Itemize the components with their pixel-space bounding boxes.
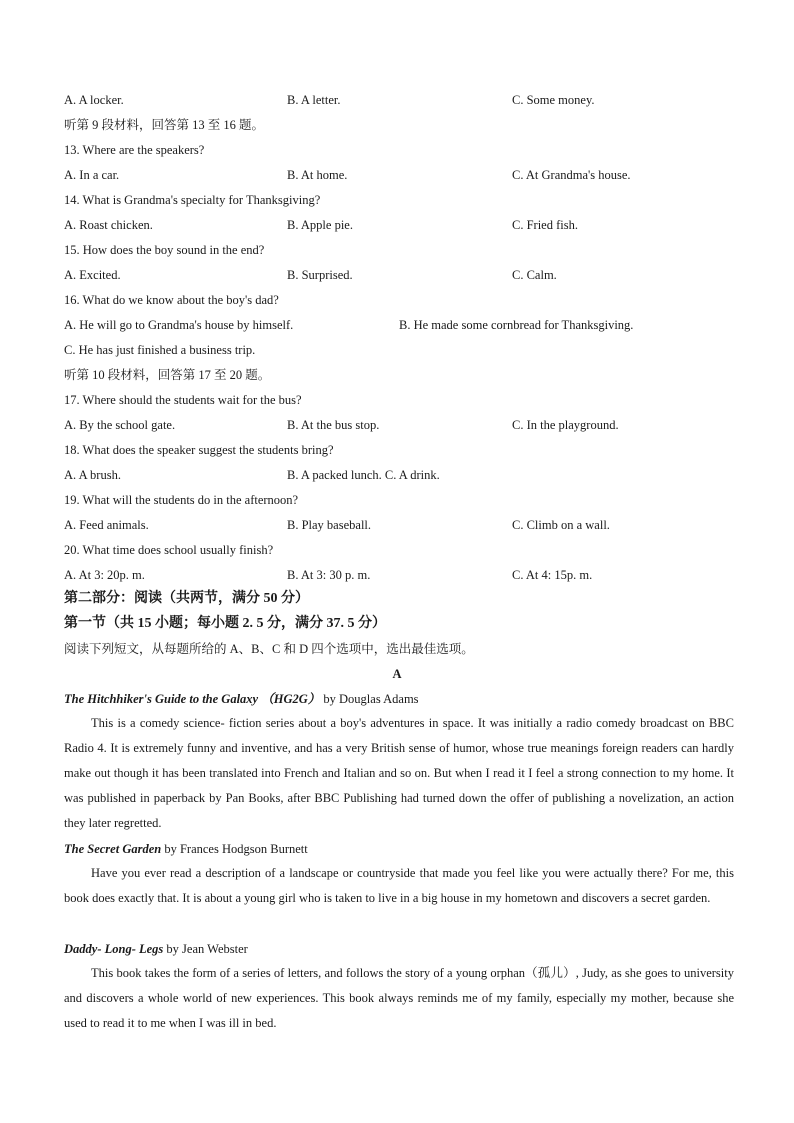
book-2-description <box>64 861 734 911</box>
book-2-text: Have you ever read a description of a landscape or countryside that made you feel like you were actually there? For me, this book does exactly that. It is about a young girl who is taken to live in a big house in my hometown and discovers a secret garden. <box>64 866 734 905</box>
q13-question: 13. Where are the speakers? <box>64 143 205 157</box>
q19-option-b: B. Play baseball. <box>287 518 372 532</box>
q12-option-b: B. A letter. <box>287 93 341 107</box>
book-1-heading <box>64 691 419 707</box>
q15-option-a: A. Excited. <box>64 268 121 282</box>
q16-question: 16. What do we know about the boy's dad? <box>64 293 279 307</box>
q20-option-b: B. At 3: 30 p. m. <box>287 568 371 582</box>
q14-option-b: B. Apple pie. <box>287 218 353 232</box>
q13-option-c: C. At Grandma's house. <box>512 168 631 182</box>
q12-option-a: A. A locker. <box>64 93 124 107</box>
q17-option-c: C. In the playground. <box>512 418 619 432</box>
book-2-heading <box>64 841 308 857</box>
book-1-text: This is a comedy science- fiction series about a boy's adventures in space. It was initially a radio comedy broadcast on BBC Radio 4. It is extremely funny and inventive, and has a very British sense of humor, whose true meanings foreign readers can hardly make out though it has been translated into French and Italian and so on. But when I read it I feel a strong connection to my home. It was published in paperback by Pan Books, after BBC Publishing had turned down the offer of publishing a novelization, an action they later regretted. <box>64 716 734 830</box>
q20-option-c: C. At 4: 15p. m. <box>512 568 593 582</box>
book-3-author: by Jean Webster <box>163 942 248 956</box>
book-1-description <box>64 711 734 836</box>
q14-option-c: C. Fried fish. <box>512 218 578 232</box>
q16-option-b: B. He made some cornbread for Thanksgiving. <box>399 318 634 332</box>
q17-option-b: B. At the bus stop. <box>287 418 380 432</box>
q17-question: 17. Where should the students wait for the bus? <box>64 393 302 407</box>
book-3-heading <box>64 941 248 957</box>
q20-option-a: A. At 3: 20p. m. <box>64 568 145 582</box>
q14-option-a: A. Roast chicken. <box>64 218 153 232</box>
q16-option-c: C. He has just finished a business trip. <box>64 343 256 357</box>
passage-label: A <box>392 667 402 681</box>
q13-option-a: A. In a car. <box>64 168 120 182</box>
q17-option-a: A. By the school gate. <box>64 418 176 432</box>
q19-option-a: A. Feed animals. <box>64 518 149 532</box>
q12-option-c: C. Some money. <box>512 93 595 107</box>
q15-option-b: B. Surprised. <box>287 268 353 282</box>
q16-option-a: A. He will go to Grandma's house by himself. <box>64 318 294 332</box>
book-3-text: This book takes the form of a series of letters, and follows the story of a young orphan（孤儿）, Judy, as she goes to university and discovers a whole world of new experiences. This book always reminds me of my family, especially my mother, because she used to read it to me when I was ill in bed. <box>64 966 734 1030</box>
reading-instructions: 阅读下列短文，从每题所给的 A、B、C 和 D 四个选项中，选出最佳选项。 <box>64 642 474 656</box>
book-2-author: by Frances Hodgson Burnett <box>161 842 308 856</box>
q18-option-a: A. A brush. <box>64 468 121 482</box>
section-1-heading: 第一节（共 15 小题；每小题 2. 5 分，满分 37. 5 分） <box>64 616 386 631</box>
q18-question: 18. What does the speaker suggest the students bring? <box>64 443 334 457</box>
section-10-instruction: 听第 10 段材料，回答第 17 至 20 题。 <box>64 368 271 382</box>
book-2-title: The Secret Garden <box>64 842 162 856</box>
q13-option-b: B. At home. <box>287 168 348 182</box>
q15-option-c: C. Calm. <box>512 268 557 282</box>
section-9-instruction: 听第 9 段材料，回答第 13 至 16 题。 <box>64 118 265 132</box>
part-2-heading: 第二部分：阅读（共两节，满分 50 分） <box>64 591 309 606</box>
book-3-title: Daddy- Long- Legs <box>64 942 164 956</box>
book-1-title: The Hitchhiker's Guide to the Galaxy （HG2G） <box>64 692 321 706</box>
q19-question: 19. What will the students do in the afternoon? <box>64 493 299 507</box>
book-1-author: by Douglas Adams <box>320 692 419 706</box>
book-3-description <box>64 961 734 1036</box>
q18-option-b-c: B. A packed lunch. C. A drink. <box>287 468 440 482</box>
q14-question: 14. What is Grandma's specialty for Thanksgiving? <box>64 193 321 207</box>
q19-option-c: C. Climb on a wall. <box>512 518 610 532</box>
q15-question: 15. How does the boy sound in the end? <box>64 243 265 257</box>
q20-question: 20. What time does school usually finish? <box>64 543 274 557</box>
